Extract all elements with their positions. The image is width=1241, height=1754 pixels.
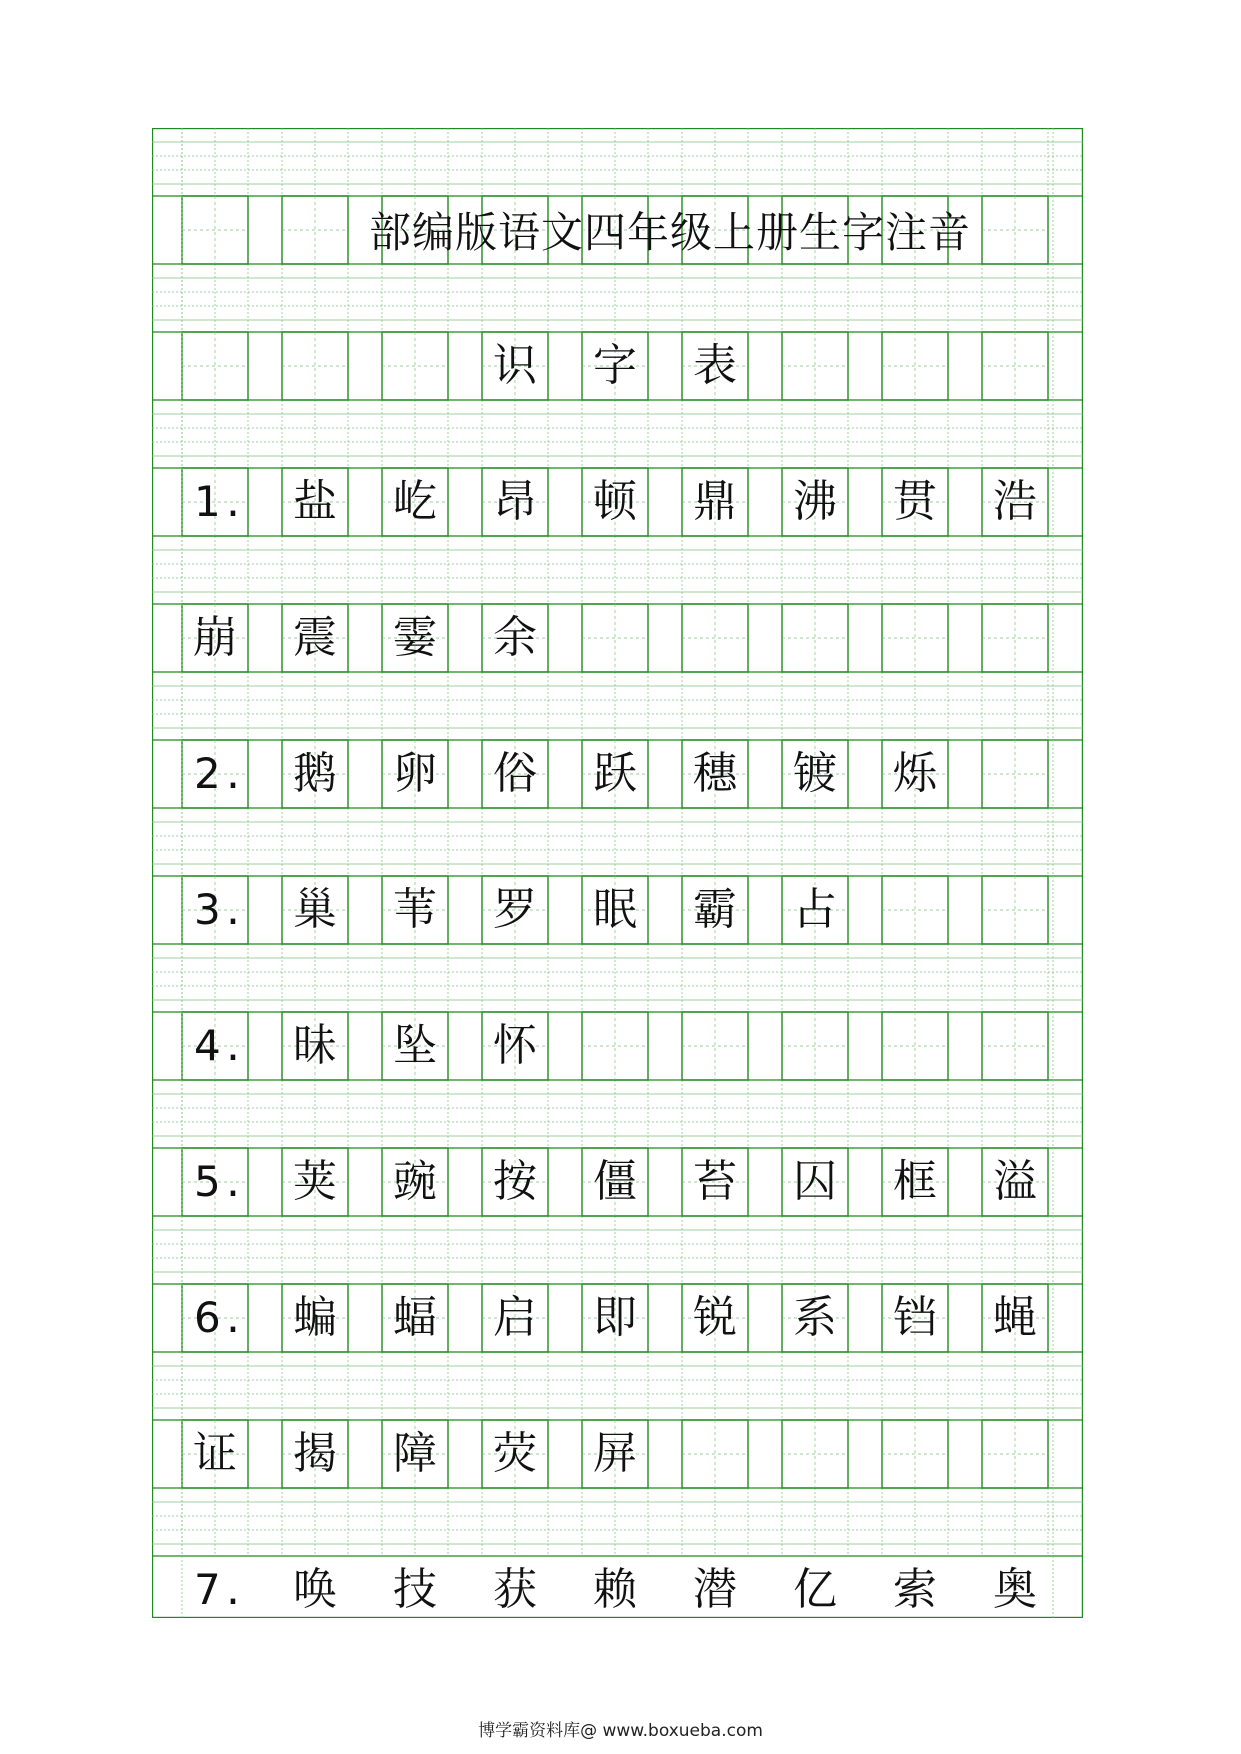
character-cell: 障 (393, 1428, 437, 1479)
row-number-dot: . (226, 884, 240, 935)
row-number-dot: . (226, 1156, 240, 1207)
character-cell: 余 (493, 612, 537, 663)
character-cell: 烁 (893, 748, 937, 799)
character-cell: 亿 (793, 1564, 837, 1615)
character-row (152, 876, 1083, 944)
section-heading-char: 字 (593, 340, 637, 391)
row-number: 6 (194, 1293, 221, 1342)
character-cell: 穗 (693, 748, 737, 799)
character-cell: 索 (893, 1564, 937, 1615)
tianzige-sheet (152, 128, 1083, 1618)
character-cell: 怀 (493, 1020, 537, 1071)
character-row (152, 604, 1083, 672)
character-cell: 证 (193, 1428, 237, 1479)
character-cell: 僵 (593, 1156, 637, 1207)
row-number: 4 (194, 1021, 221, 1070)
character-cell: 巢 (293, 884, 337, 935)
character-cell: 震 (293, 612, 337, 663)
character-cell: 顿 (593, 476, 637, 527)
row-number: 1 (194, 477, 221, 526)
character-cell: 苔 (693, 1156, 737, 1207)
character-cell: 镀 (793, 748, 837, 799)
character-row (152, 1284, 1083, 1352)
character-cell: 跃 (593, 748, 637, 799)
character-cell: 眠 (593, 884, 637, 935)
character-cell: 鼎 (693, 476, 737, 527)
character-cell: 蝠 (393, 1292, 437, 1343)
row-number: 3 (194, 885, 221, 934)
character-cell: 苇 (393, 884, 437, 935)
character-cell: 崩 (193, 612, 237, 663)
character-cell: 系 (793, 1292, 837, 1343)
character-cell: 占 (793, 884, 837, 935)
character-cell: 荧 (493, 1428, 537, 1479)
row-number: 5 (194, 1157, 221, 1206)
character-cell: 荚 (293, 1156, 337, 1207)
row-number-dot: . (226, 748, 240, 799)
character-row (152, 1148, 1083, 1216)
character-cell: 奥 (993, 1564, 1037, 1615)
character-cell: 霎 (393, 612, 437, 663)
section-heading-char: 识 (493, 340, 537, 391)
character-cell: 即 (593, 1292, 637, 1343)
section-heading-char: 表 (693, 340, 737, 391)
character-cell: 蝙 (293, 1292, 337, 1343)
character-cell: 铛 (893, 1292, 937, 1343)
character-cell: 卵 (393, 748, 437, 799)
character-cell: 锐 (693, 1292, 737, 1343)
character-cell: 蝇 (993, 1292, 1037, 1343)
character-cell: 贯 (893, 476, 937, 527)
character-cell: 鹅 (293, 748, 337, 799)
character-cell: 技 (393, 1564, 437, 1615)
character-cell: 唤 (293, 1564, 337, 1615)
character-cell: 赖 (593, 1564, 637, 1615)
character-cell: 启 (493, 1292, 537, 1343)
character-row (152, 1556, 1083, 1624)
section-heading-row (152, 332, 1083, 400)
row-number-dot: . (226, 476, 240, 527)
character-cell: 屹 (393, 476, 437, 527)
character-cell: 浩 (993, 476, 1037, 527)
row-number-dot: . (226, 1292, 240, 1343)
character-row (152, 1420, 1083, 1488)
character-cell: 按 (493, 1156, 537, 1207)
character-cell: 潜 (693, 1564, 737, 1615)
row-number: 2 (194, 749, 221, 798)
character-cell: 揭 (293, 1428, 337, 1479)
row-number: 7 (194, 1565, 221, 1614)
character-cell: 盐 (293, 476, 337, 527)
character-row (152, 740, 1083, 808)
character-cell: 俗 (493, 748, 537, 799)
character-cell: 框 (893, 1156, 937, 1207)
page-title: 部编版语文四年级上册生字注音 (368, 208, 971, 257)
character-cell: 昧 (293, 1020, 337, 1071)
character-cell: 罗 (493, 884, 537, 935)
character-cell: 霸 (693, 884, 737, 935)
footer-watermark: 博学霸资料库@ www.boxueba.com (478, 1721, 763, 1741)
character-cell: 豌 (393, 1156, 437, 1207)
character-cell: 昂 (493, 476, 537, 527)
character-cell: 囚 (793, 1156, 837, 1207)
character-cell: 沸 (793, 476, 837, 527)
title-row (152, 196, 1083, 264)
character-row (152, 468, 1083, 536)
character-cell: 屏 (593, 1428, 637, 1479)
row-number-dot: . (226, 1564, 240, 1615)
character-cell: 坠 (393, 1020, 437, 1071)
character-cell: 获 (493, 1564, 537, 1615)
character-cell: 溢 (993, 1156, 1037, 1207)
character-row (152, 1012, 1083, 1080)
row-number-dot: . (226, 1020, 240, 1071)
